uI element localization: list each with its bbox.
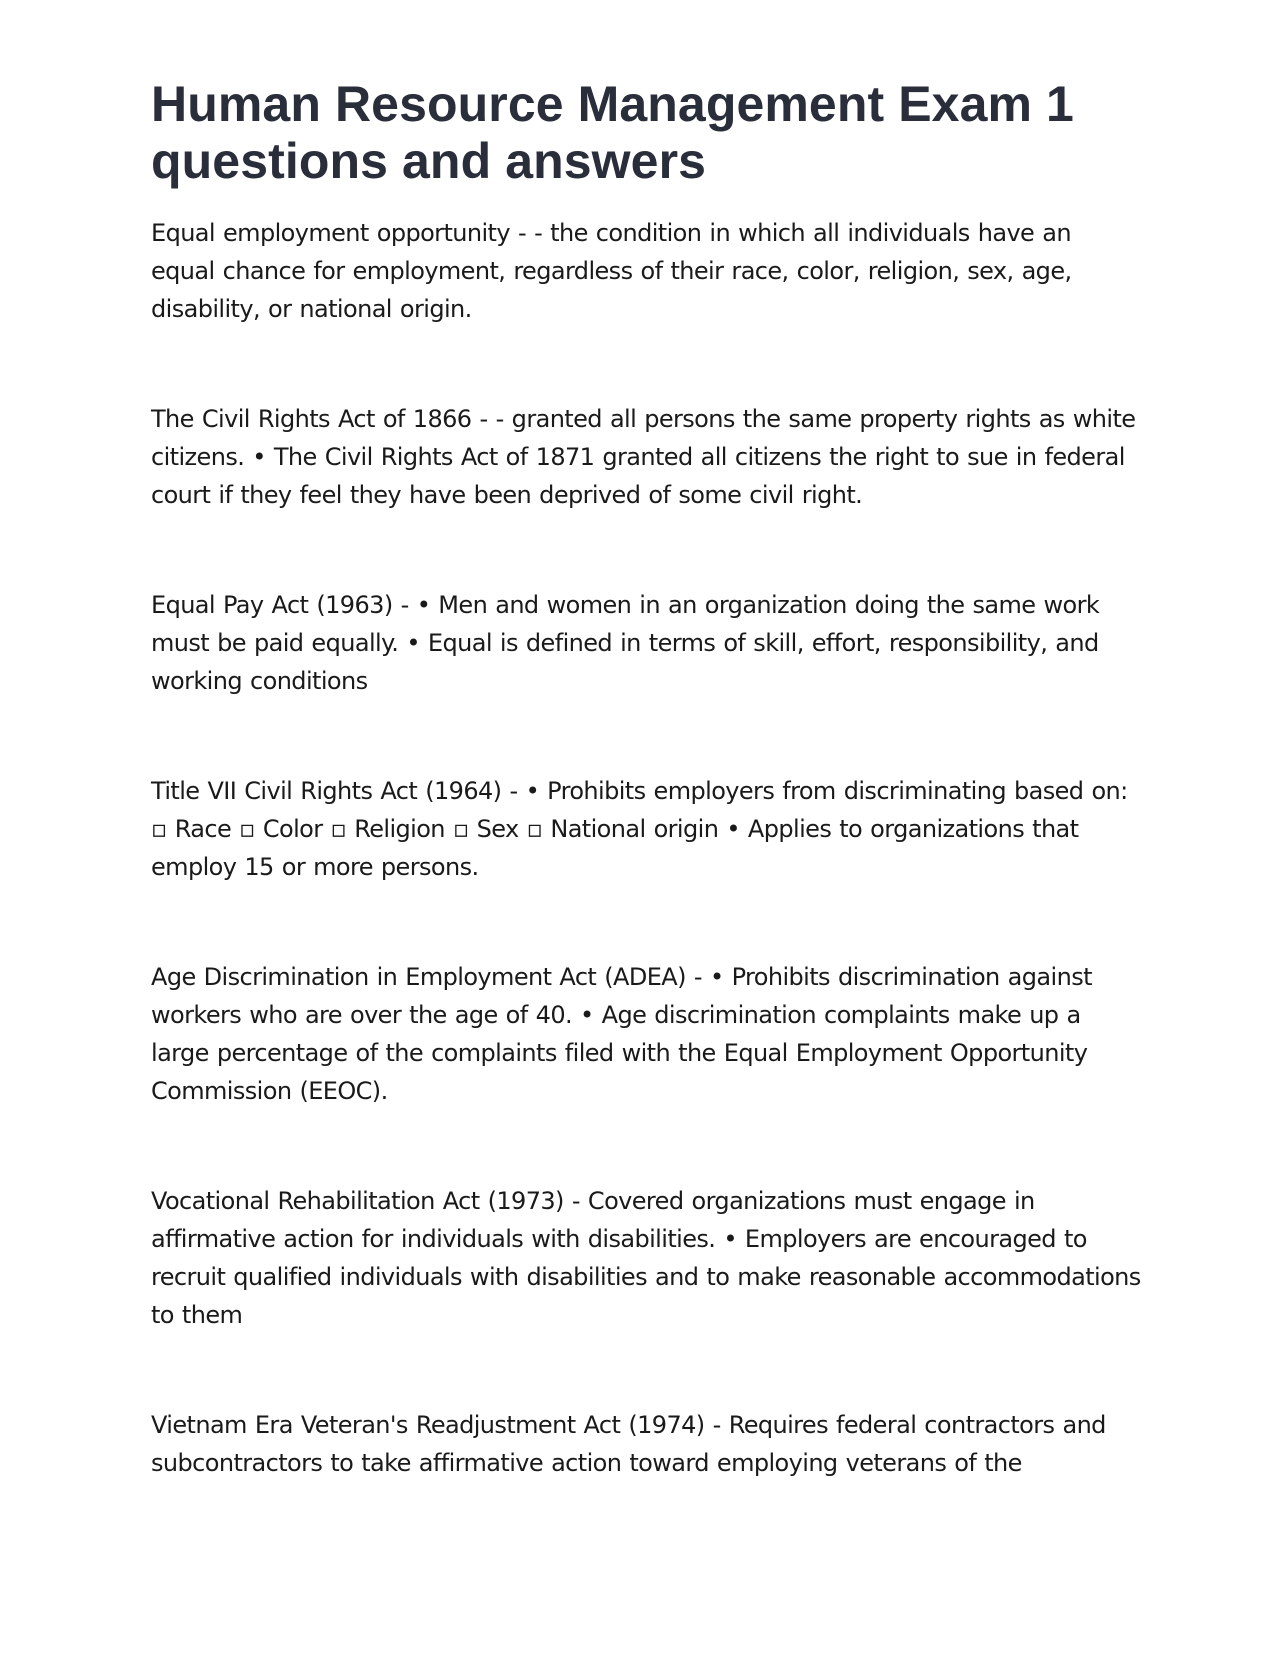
entry-vietnam-era-act <box>151 1406 1141 1482</box>
entry-term: Age Discrimination in Employment Act (ADEA) - <box>151 963 710 991</box>
entry-vocational-rehabilitation-act <box>151 1182 1141 1334</box>
entry-adea <box>151 958 1141 1110</box>
entry-definition: - the condition in which all individuals have an equal chance for employment, regardless of their race, color, religion, sex, age, disability, or national origin. <box>151 219 1072 323</box>
entry-list <box>151 214 1141 1482</box>
document-title: Human Resource Management Exam 1 questions and answers <box>151 76 1074 189</box>
entry-definition: • Men and women in an organization doing the same work must be paid equally. • Equal is defined in terms of skill, effort, responsibility, and working conditions <box>151 591 1100 695</box>
entry-definition: • Prohibits discrimination against workers who are over the age of 40. • Age discrimination complaints make up a large percentage of the complaints filed with the Equal Employment Opportunity Commission (EEOC). <box>151 963 1092 1105</box>
entry-term: Vietnam Era Veteran's Readjustment Act (1974) - <box>151 1411 729 1439</box>
entry-term: The Civil Rights Act of 1866 - <box>151 405 496 433</box>
entry-definition: Covered organizations must engage in affirmative action for individuals with disabilities. • Employers are encouraged to recruit qualified individuals with disabilities and to make reasonable accommodations to them <box>151 1187 1141 1329</box>
entry-definition: - granted all persons the same property rights as white citizens. • The Civil Rights Act of 1871 granted all citizens the right to sue in federal court if they feel they have been deprived of some civil right. <box>151 405 1136 509</box>
entry-definition: Requires federal contractors and subcontractors to take affirmative action toward employing veterans of the <box>151 1411 1106 1477</box>
entry-equal-pay-act <box>151 586 1141 700</box>
entry-term: Title VII Civil Rights Act (1964) - <box>151 777 526 805</box>
entry-term: Equal Pay Act (1963) - <box>151 591 417 619</box>
entry-definition: • Prohibits employers from discriminating based on: ▫ Race ▫ Color ▫ Religion ▫ Sex ▫ National origin • Applies to organizations that employ 15 or more persons. <box>151 777 1128 881</box>
entry-civil-rights-act-1866 <box>151 400 1141 514</box>
entry-term: Equal employment opportunity - <box>151 219 534 247</box>
document-content <box>151 76 1141 1554</box>
entry-term: Vocational Rehabilitation Act (1973) - <box>151 1187 588 1215</box>
entry-equal-employment-opportunity <box>151 214 1141 328</box>
entry-title-vii <box>151 772 1141 886</box>
